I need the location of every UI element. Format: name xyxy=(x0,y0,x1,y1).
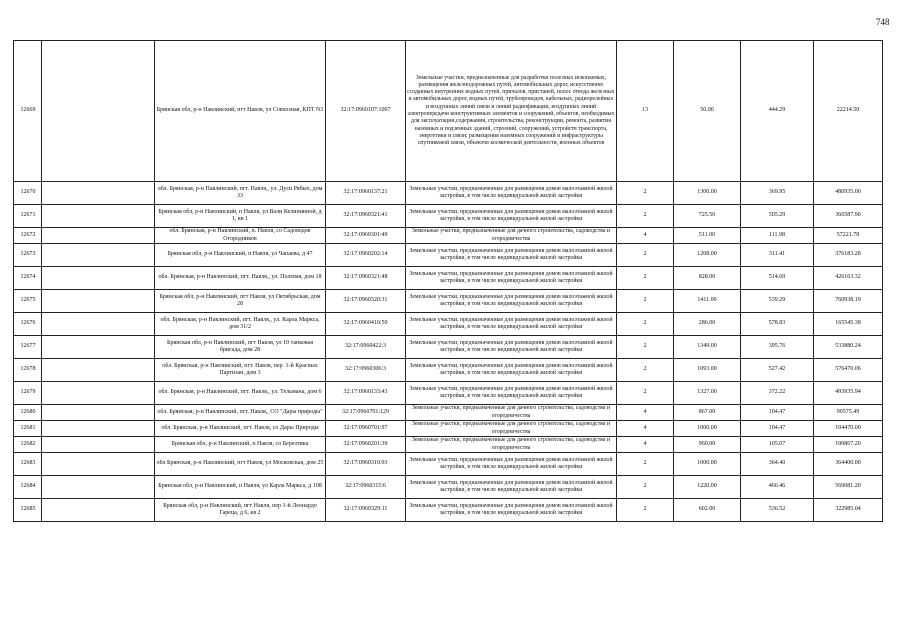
cell-address: обл Брянская, р-н Навлинский, пгт Навля, ул Московская, дом 25 xyxy=(155,453,326,476)
cell-specific-value: 104.47 xyxy=(741,421,814,437)
table-row xyxy=(14,244,883,267)
table-row xyxy=(14,476,883,499)
cell-area: 725.50 xyxy=(674,205,741,228)
cell-cadastral-value: 576470.06 xyxy=(814,359,883,382)
cell-use-code: 4 xyxy=(617,228,674,244)
cell-land-use: Земельные участки, предназначенные для размещения домов малоэтажной жилой застройки, в том числе индивидуальной жилой застройки xyxy=(406,290,617,313)
cell-address: обл. Брянская, р-н Навлинский, пгт. Навля,, ул. Карла Маркса, дом 31/2 xyxy=(155,313,326,336)
cell-use-code: 13 xyxy=(617,41,674,182)
cell-number: 12683 xyxy=(14,453,42,476)
cell-cadastral-number: 32:17:0960321:48 xyxy=(326,267,406,290)
cell-land-use: Земельные участки, предназначенные для разработки полезных ископаемых, размещения железнодорожных путей, автомобильных дорог, искусственно созданных внутренних водных путей, причалов, пристаней, полос отвода железных и автомобильных дорог, водных путей, трубопроводов, кабельных, радиорелейных и воздушных линий связи и линий радиофикации, воздушных линий электропередачи конструктивных элементов и сооружений, объектов, необходимых для эксплуатации,содержания, строительства, реконструкции, ремонта, развития наземных и подземных зданий, строений, сооружений, устройств транспорта, энергетики и связи; размещения наземных сооружений и инфраструктуры спутниковой связи, объектов космической деятельности, военных объектов xyxy=(406,41,617,182)
table-row xyxy=(14,421,883,437)
table-row xyxy=(14,290,883,313)
cell-land-use: Земельные участки, предназначенные для размещения домов малоэтажной жилой застройки, в том числе индивидуальной жилой застройки xyxy=(406,336,617,359)
cell-land-use: Земельные участки, предназначенные для дачного строительства, садоводства и огородничества xyxy=(406,228,617,244)
cell-area: 602.00 xyxy=(674,499,741,522)
cell-empty xyxy=(42,359,155,382)
cell-area: 960.00 xyxy=(674,437,741,453)
cell-specific-value: 578.83 xyxy=(741,313,814,336)
cell-address: Брянская обл, р-н Навлинский, пгт Навля, ул Октябрьская, дом 28 xyxy=(155,290,326,313)
cell-cadastral-number: 32:17:0960320:31 xyxy=(326,290,406,313)
cell-empty xyxy=(42,476,155,499)
cell-cadastral-value: 569081.20 xyxy=(814,476,883,499)
cell-empty xyxy=(42,228,155,244)
cell-use-code: 2 xyxy=(617,382,674,405)
cell-cadastral-number: 32:17:0960321:41 xyxy=(326,205,406,228)
cell-number: 12675 xyxy=(14,290,42,313)
cell-area: 828.00 xyxy=(674,267,741,290)
cell-empty xyxy=(42,405,155,421)
cell-cadastral-value: 493935.94 xyxy=(814,382,883,405)
cell-address: Брянская обл, р-н Навлинский, пгт Навля, ул Совхозная, КПТ N3 xyxy=(155,41,326,182)
cell-cadastral-number: 32:17:0960137:21 xyxy=(326,182,406,205)
cell-land-use: Земельные участки, предназначенные для дачного строительства, садоводства и огородничества xyxy=(406,421,617,437)
cell-use-code: 2 xyxy=(617,453,674,476)
cell-cadastral-number: 32:17:0960701:129 xyxy=(326,405,406,421)
cell-area: 867.00 xyxy=(674,405,741,421)
table-row xyxy=(14,359,883,382)
cell-specific-value: 111.98 xyxy=(741,228,814,244)
table-row xyxy=(14,205,883,228)
cell-land-use: Земельные участки, предназначенные для размещения домов малоэтажной жилой застройки, в том числе индивидуальной жилой застройки xyxy=(406,244,617,267)
cell-address: Брянская обл, р-н Навлинский, п Навля, ул Карла Маркса, д 108 xyxy=(155,476,326,499)
cell-land-use: Земельные участки, предназначенные для размещения домов малоэтажной жилой застройки, в том числе индивидуальной жилой застройки xyxy=(406,499,617,522)
table-row xyxy=(14,437,883,453)
cell-cadastral-number: 32:17:0960329:11 xyxy=(326,499,406,522)
cell-use-code: 2 xyxy=(617,290,674,313)
cell-address: Брянская обл, р-н Навлинский, пгт Навля, пер 1-й Леонардо Гареца, д 6, кв 2 xyxy=(155,499,326,522)
cell-cadastral-value: 364400.00 xyxy=(814,453,883,476)
cell-empty xyxy=(42,205,155,228)
cell-specific-value: 505.29 xyxy=(741,205,814,228)
cell-number: 12672 xyxy=(14,228,42,244)
cell-empty xyxy=(42,336,155,359)
cell-number: 12679 xyxy=(14,382,42,405)
cell-cadastral-value: 760938.19 xyxy=(814,290,883,313)
cell-use-code: 4 xyxy=(617,405,674,421)
cell-area: 286.00 xyxy=(674,313,741,336)
cell-address: обл. Брянская, р-н Навлинский, пгт. Навля, пер. 1-й Красных Партизан, дом 3 xyxy=(155,359,326,382)
cell-land-use: Земельные участки, предназначенные для размещения домов малоэтажной жилой застройки, в том числе индивидуальной жилой застройки xyxy=(406,453,617,476)
cell-area: 1411.00 xyxy=(674,290,741,313)
cell-cadastral-value: 100867.20 xyxy=(814,437,883,453)
cell-empty xyxy=(42,290,155,313)
cell-cadastral-value: 480935.00 xyxy=(814,182,883,205)
table-row xyxy=(14,41,883,182)
cell-cadastral-number: 32:17:0960422:3 xyxy=(326,336,406,359)
cell-cadastral-number: 32:17:0960306:3 xyxy=(326,359,406,382)
cell-area: 1327.00 xyxy=(674,382,741,405)
cell-number: 12681 xyxy=(14,421,42,437)
cell-cadastral-value: 22214.50 xyxy=(814,41,883,182)
cell-use-code: 4 xyxy=(617,437,674,453)
table-body xyxy=(14,41,883,522)
cell-specific-value: 527.42 xyxy=(741,359,814,382)
cell-cadastral-value: 90575.49 xyxy=(814,405,883,421)
table-row xyxy=(14,499,883,522)
cell-empty xyxy=(42,182,155,205)
cell-use-code: 2 xyxy=(617,336,674,359)
cell-cadastral-value: 104470.00 xyxy=(814,421,883,437)
cell-number: 12677 xyxy=(14,336,42,359)
cell-specific-value: 395.76 xyxy=(741,336,814,359)
table-row xyxy=(14,336,883,359)
cell-address: Брянская обл, р-н Навлинский, п Навля, ул Вали Келининной, д 1, кв 1 xyxy=(155,205,326,228)
cell-use-code: 2 xyxy=(617,499,674,522)
cell-cadastral-number: 32:17:0960202:14 xyxy=(326,244,406,267)
cell-use-code: 2 xyxy=(617,476,674,499)
cell-area: 1300.00 xyxy=(674,182,741,205)
cell-empty xyxy=(42,421,155,437)
cell-specific-value: 372.22 xyxy=(741,382,814,405)
cell-cadastral-number: 32:17:0960701:97 xyxy=(326,421,406,437)
cadastral-table xyxy=(13,40,883,522)
cell-cadastral-number: 32:17:0960410:50 xyxy=(326,313,406,336)
cell-land-use: Земельные участки, предназначенные для размещения домов малоэтажной жилой застройки, в том числе индивидуальной жилой застройки xyxy=(406,382,617,405)
table-row xyxy=(14,182,883,205)
cell-use-code: 2 xyxy=(617,267,674,290)
cell-specific-value: 364.40 xyxy=(741,453,814,476)
cell-land-use: Земельные участки, предназначенные для размещения домов малоэтажной жилой застройки, в том числе индивидуальной жилой застройки xyxy=(406,359,617,382)
cell-number: 12670 xyxy=(14,182,42,205)
cell-address: Брянская обл, р-н Навлинский, п Навля, ул Чапаева, д 47 xyxy=(155,244,326,267)
cell-land-use: Земельные участки, предназначенные для размещения домов малоэтажной жилой застройки, в том числе индивидуальной жилой застройки xyxy=(406,205,617,228)
cell-use-code: 2 xyxy=(617,359,674,382)
cell-specific-value: 466.46 xyxy=(741,476,814,499)
cell-number: 12669 xyxy=(14,41,42,182)
cell-number: 12684 xyxy=(14,476,42,499)
cell-number: 12678 xyxy=(14,359,42,382)
cell-empty xyxy=(42,382,155,405)
cell-specific-value: 514.69 xyxy=(741,267,814,290)
cell-specific-value: 369.95 xyxy=(741,182,814,205)
cell-empty xyxy=(42,313,155,336)
table-row xyxy=(14,267,883,290)
cell-cadastral-number: 32:17:0960301:49 xyxy=(326,228,406,244)
cell-number: 12682 xyxy=(14,437,42,453)
cell-area: 511.00 xyxy=(674,228,741,244)
cell-cadastral-value: 165545.38 xyxy=(814,313,883,336)
cell-empty xyxy=(42,244,155,267)
cell-use-code: 2 xyxy=(617,182,674,205)
cell-area: 1208.00 xyxy=(674,244,741,267)
table-row xyxy=(14,453,883,476)
cell-area: 1220.00 xyxy=(674,476,741,499)
cell-cadastral-number: 32:17:0960201:39 xyxy=(326,437,406,453)
cell-number: 12685 xyxy=(14,499,42,522)
table-row xyxy=(14,313,883,336)
table-row xyxy=(14,405,883,421)
cell-use-code: 2 xyxy=(617,205,674,228)
cell-address: обл. Брянская, р-н Навлинский, пгт. Навля,, ул. Полевая, дом 18 xyxy=(155,267,326,290)
cell-land-use: Земельные участки, предназначенные для размещения домов малоэтажной жилой застройки, в том числе индивидуальной жилой застройки xyxy=(406,267,617,290)
cell-number: 12680 xyxy=(14,405,42,421)
cell-number: 12671 xyxy=(14,205,42,228)
table-row xyxy=(14,382,883,405)
cell-land-use: Земельные участки, предназначенные для размещения домов малоэтажной жилой застройки, в том числе индивидуальной жилой застройки xyxy=(406,476,617,499)
cell-cadastral-value: 366587.90 xyxy=(814,205,883,228)
cell-number: 12676 xyxy=(14,313,42,336)
cell-address: обл. Брянская, р-н Навлинский, п. Навля, со Садоводов Огородников xyxy=(155,228,326,244)
cell-specific-value: 104.47 xyxy=(741,405,814,421)
cell-address: Брянская обл, р-н Навлинский, пгт Навля, ул 10 танковая бригада, дом 28 xyxy=(155,336,326,359)
cell-cadastral-number: 32:17:0960133:43 xyxy=(326,382,406,405)
cell-address: Брянская обл, р-н Навлинский, п Навля, со Березтика xyxy=(155,437,326,453)
cell-address: обл. Брянская, р-н Навлинский, пгт. Навля,, СО "Дары природы" xyxy=(155,405,326,421)
cell-specific-value: 444.29 xyxy=(741,41,814,182)
cell-use-code: 2 xyxy=(617,313,674,336)
cell-area: 1349.00 xyxy=(674,336,741,359)
cell-address: обл. Брянская, р-н Навлинский, пгт. Навля,, ул. Тельмана, дом 6 xyxy=(155,382,326,405)
cell-land-use: Земельные участки, предназначенные для дачного строительства, садоводства и огородничества xyxy=(406,405,617,421)
cell-specific-value: 539.29 xyxy=(741,290,814,313)
cell-land-use: Земельные участки, предназначенные для размещения домов малоэтажной жилой застройки, в том числе индивидуальной жилой застройки xyxy=(406,182,617,205)
cell-use-code: 4 xyxy=(617,421,674,437)
cell-specific-value: 105.07 xyxy=(741,437,814,453)
cell-empty xyxy=(42,437,155,453)
cell-area: 1000.00 xyxy=(674,453,741,476)
cell-area: 50.00 xyxy=(674,41,741,182)
cell-cadastral-value: 376183.28 xyxy=(814,244,883,267)
cell-address: обл. Брянская, р-н Навлинский, пгт. Навля,, ул. Дуси Рябых, дом 33 xyxy=(155,182,326,205)
cell-use-code: 2 xyxy=(617,244,674,267)
cell-number: 12673 xyxy=(14,244,42,267)
cell-cadastral-number: 32:17:0960315:6 xyxy=(326,476,406,499)
cell-area: 1093.00 xyxy=(674,359,741,382)
cell-land-use: Земельные участки, предназначенные для размещения домов малоэтажной жилой застройки, в том числе индивидуальной жилой застройки xyxy=(406,313,617,336)
cell-area: 1000.00 xyxy=(674,421,741,437)
cell-address: обл. Брянская, р-н Навлинский, пгт. Навля, со Дары Природы xyxy=(155,421,326,437)
cell-empty xyxy=(42,41,155,182)
cell-cadastral-number: 32:17:0960107:1007 xyxy=(326,41,406,182)
cell-cadastral-value: 57221.78 xyxy=(814,228,883,244)
cell-cadastral-value: 533880.24 xyxy=(814,336,883,359)
cell-number: 12674 xyxy=(14,267,42,290)
cell-empty xyxy=(42,453,155,476)
page-number: 748 xyxy=(876,17,890,27)
cell-empty xyxy=(42,499,155,522)
cell-land-use: Земельные участки, предназначенные для дачного строительства, садоводства и огородничества xyxy=(406,437,617,453)
cell-cadastral-value: 322985.04 xyxy=(814,499,883,522)
cell-specific-value: 311.41 xyxy=(741,244,814,267)
cell-empty xyxy=(42,267,155,290)
cell-cadastral-value: 426163.32 xyxy=(814,267,883,290)
table-row xyxy=(14,228,883,244)
cell-specific-value: 536.52 xyxy=(741,499,814,522)
cell-cadastral-number: 32:17:0960310:93 xyxy=(326,453,406,476)
